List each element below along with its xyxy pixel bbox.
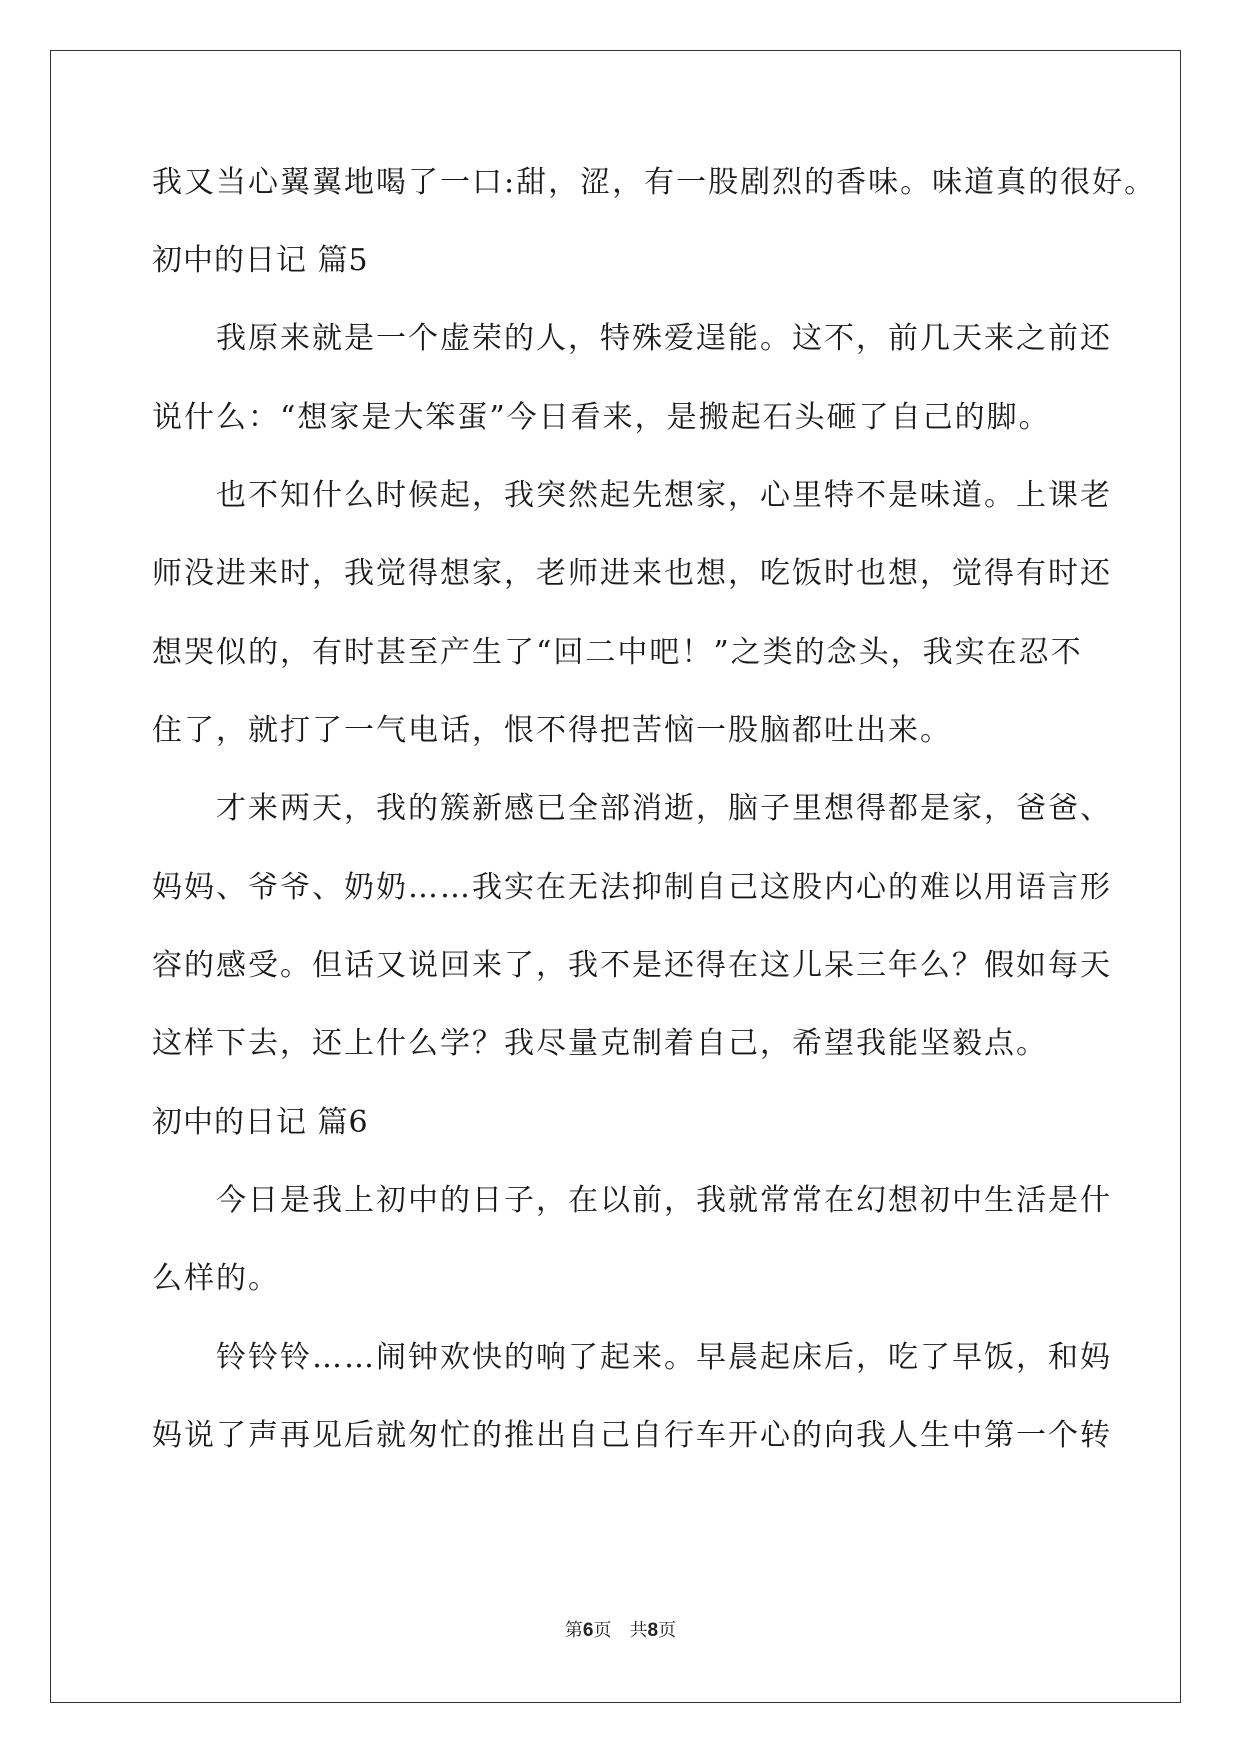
text-line: 妈说了声再见后就匆忙的推出自己自行车开心的向我人生中第一个转 bbox=[152, 1418, 1112, 1453]
footer-mid: 页 共 bbox=[593, 1620, 648, 1641]
text-line: 我原来就是一个虚荣的人，特殊爱逞能。这不，前几天来之前还 bbox=[216, 321, 1112, 356]
text-line: 才来两天，我的簇新感已全部消逝，脑子里想得都是家，爸爸、 bbox=[216, 791, 1112, 826]
text-line: 这样下去，还上什么学？我尽量克制着自己，希望我能坚毅点。 bbox=[152, 1026, 1048, 1061]
footer-suffix: 页 bbox=[658, 1620, 677, 1641]
text-line: 师没进来时，我觉得想家，老师进来也想，吃饭时也想，觉得有时还 bbox=[152, 556, 1112, 591]
section-heading: 初中的日记 篇6 bbox=[152, 1105, 369, 1140]
text-line: 容的感受。但话又说回来了，我不是还得在这儿呆三年么？假如每天 bbox=[152, 948, 1112, 983]
text-line: 说什么：“想家是大笨蛋”今日看来，是搬起石头砸了自己的脚。 bbox=[152, 400, 1051, 435]
section-heading: 初中的日记 篇5 bbox=[152, 243, 369, 278]
text-line: 也不知什么时候起，我突然起先想家，心里特不是味道。上课老 bbox=[216, 478, 1112, 513]
text-line: 么样的。 bbox=[152, 1261, 280, 1296]
footer-prefix: 第 bbox=[564, 1620, 583, 1641]
current-page-number: 6 bbox=[582, 1620, 594, 1641]
text-line: 住了，就打了一气电话，恨不得把苦恼一股脑都吐出来。 bbox=[152, 713, 952, 748]
text-line: 今日是我上初中的日子，在以前，我就常常在幻想初中生活是什 bbox=[216, 1183, 1112, 1218]
text-line: 妈妈、爷爷、奶奶……我实在无法抑制自己这股内心的难以用语言形 bbox=[152, 870, 1112, 905]
text-line: 想哭似的，有时甚至产生了“回二中吧！”之类的念头，我实在忍不 bbox=[152, 635, 1083, 670]
text-line: 铃铃铃……闹钟欢快的响了起来。早晨起床后，吃了早饭，和妈 bbox=[216, 1340, 1112, 1375]
page-footer bbox=[0, 1616, 1241, 1642]
total-page-number: 8 bbox=[647, 1620, 659, 1641]
text-line: 我又当心翼翼地喝了一口:甜，涩，有一股剧烈的香味。味道真的很好。 bbox=[152, 165, 1157, 200]
